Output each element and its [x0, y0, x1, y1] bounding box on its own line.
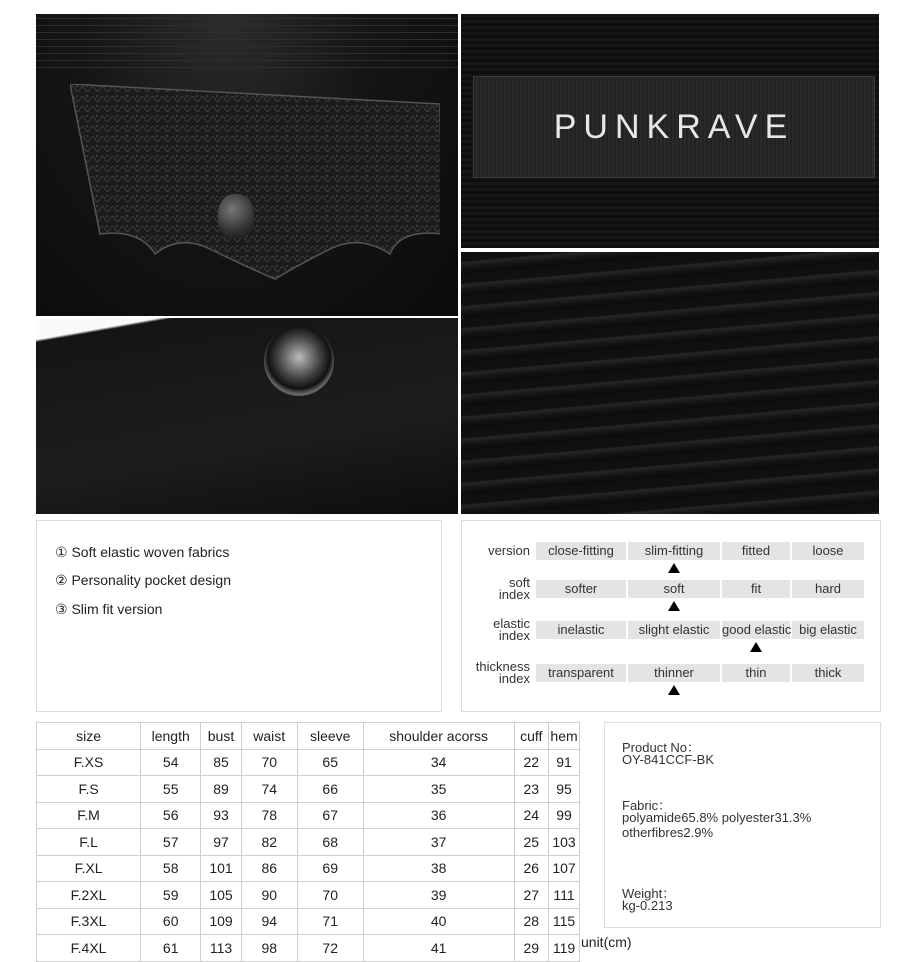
fit-option: thick	[792, 664, 864, 682]
fabric-fold-line	[36, 46, 458, 47]
fit-row-label: thickness index	[475, 659, 530, 686]
measurement-cell: 90	[241, 882, 297, 909]
fit-option: fit	[722, 580, 790, 598]
fit-option: loose	[792, 542, 864, 560]
measurement-cell: 68	[297, 829, 363, 856]
measurement-cell: 113	[201, 935, 241, 962]
feature-item: ③ Slim fit version	[55, 601, 163, 617]
column-header: size	[37, 723, 141, 750]
table-row	[37, 908, 580, 935]
measurement-cell: 69	[297, 855, 363, 882]
column-header: hem	[549, 723, 580, 750]
size-cell: F.XS	[37, 749, 141, 776]
measurement-cell: 115	[549, 908, 580, 935]
measurement-cell: 40	[363, 908, 514, 935]
measurement-cell: 82	[241, 829, 297, 856]
fabric-fold-line	[36, 32, 458, 33]
measurement-cell: 111	[549, 882, 580, 909]
feature-item: ① Soft elastic woven fabrics	[55, 544, 230, 560]
fit-option: slight elastic	[628, 621, 720, 639]
cuff-button-icon	[264, 326, 334, 396]
pocket-detail-photo	[36, 14, 458, 316]
measurement-cell: 23	[514, 776, 549, 803]
measurement-cell: 119	[549, 935, 580, 962]
column-header: shoulder acorss	[363, 723, 514, 750]
fit-option: good elastic	[722, 622, 792, 637]
measurement-cell: 41	[363, 935, 514, 962]
measurement-cell: 72	[297, 935, 363, 962]
measurement-cell: 86	[241, 855, 297, 882]
fit-option: softer	[536, 580, 626, 598]
measurement-cell: 95	[549, 776, 580, 803]
measurement-cell: 59	[141, 882, 201, 909]
weight-value: kg-0.213	[622, 898, 673, 913]
cuff-detail-photo	[36, 318, 458, 514]
fit-row-label: version	[488, 543, 530, 558]
measurement-cell: 91	[549, 749, 580, 776]
size-table-header	[37, 723, 580, 750]
measurement-cell: 70	[241, 749, 297, 776]
size-cell: F.M	[37, 802, 141, 829]
measurement-cell: 74	[241, 776, 297, 803]
column-header: bust	[201, 723, 241, 750]
fabric-label: Fabric：	[622, 798, 672, 813]
measurement-cell: 107	[549, 855, 580, 882]
column-header: waist	[241, 723, 297, 750]
table-row	[37, 776, 580, 803]
measurement-cell: 101	[201, 855, 241, 882]
size-cell: F.XL	[37, 855, 141, 882]
measurement-cell: 36	[363, 802, 514, 829]
measurement-cell: 58	[141, 855, 201, 882]
feature-item: ② Personality pocket design	[55, 572, 231, 588]
brand-label-photo	[461, 14, 879, 248]
fit-option: soft	[628, 580, 720, 598]
fabric-composition: polyamide65.8% polyester31.3%	[622, 810, 812, 825]
measurement-cell: 56	[141, 802, 201, 829]
measurement-cell: 97	[201, 829, 241, 856]
fit-option: big elastic	[792, 621, 864, 639]
column-header: sleeve	[297, 723, 363, 750]
selection-marker-icon	[668, 601, 680, 611]
measurement-cell: 27	[514, 882, 549, 909]
size-cell: F.3XL	[37, 908, 141, 935]
measurement-cell: 103	[549, 829, 580, 856]
measurement-cell: 39	[363, 882, 514, 909]
size-cell: F.L	[37, 829, 141, 856]
bat-pocket-flap-graphic	[70, 84, 440, 284]
measurement-cell: 78	[241, 802, 297, 829]
fit-option: thin	[722, 664, 790, 682]
measurement-cell: 35	[363, 776, 514, 803]
measurement-cell: 29	[514, 935, 549, 962]
measurement-cell: 60	[141, 908, 201, 935]
product-number: OY-841CCF-BK	[622, 752, 714, 767]
measurement-cell: 66	[297, 776, 363, 803]
selection-marker-icon	[668, 685, 680, 695]
measurement-cell: 71	[297, 908, 363, 935]
measurement-cell: 109	[201, 908, 241, 935]
fit-option: hard	[792, 580, 864, 598]
measurement-cell: 25	[514, 829, 549, 856]
skull-button-icon	[218, 194, 254, 238]
size-cell: F.4XL	[37, 935, 141, 962]
table-row	[37, 882, 580, 909]
fit-option: slim-fitting	[628, 542, 720, 560]
fabric-fold-line	[36, 25, 458, 26]
measurement-cell: 24	[514, 802, 549, 829]
unit-label: unit(cm)	[581, 934, 632, 950]
table-row	[37, 829, 580, 856]
product-info-box	[604, 722, 881, 928]
selection-marker-icon	[668, 563, 680, 573]
measurement-cell: 67	[297, 802, 363, 829]
fit-option: transparent	[536, 664, 626, 682]
measurement-cell: 70	[297, 882, 363, 909]
fit-option: inelastic	[536, 621, 626, 639]
measurement-cell: 34	[363, 749, 514, 776]
column-header: length	[141, 723, 201, 750]
measurement-cell: 55	[141, 776, 201, 803]
measurement-cell: 57	[141, 829, 201, 856]
brand-label-text: PUNKRAVE	[553, 107, 795, 146]
fit-guide-box	[461, 520, 881, 712]
measurement-cell: 65	[297, 749, 363, 776]
measurement-cell: 93	[201, 802, 241, 829]
selection-marker-icon	[750, 642, 762, 652]
fabric-fold-line	[36, 67, 458, 68]
measurement-cell: 26	[514, 855, 549, 882]
fit-option: fitted	[722, 542, 790, 560]
fabric-fold-line	[36, 18, 458, 19]
measurement-cell: 61	[141, 935, 201, 962]
measurement-cell: 94	[241, 908, 297, 935]
table-row	[37, 802, 580, 829]
size-cell: F.S	[37, 776, 141, 803]
measurement-cell: 85	[201, 749, 241, 776]
ruched-fabric-photo	[461, 252, 879, 514]
measurement-cell: 99	[549, 802, 580, 829]
measurement-cell: 22	[514, 749, 549, 776]
fabric-composition-other: otherfibres2.9%	[622, 825, 714, 840]
product-number-label: Product No：	[622, 740, 701, 755]
measurement-cell: 54	[141, 749, 201, 776]
measurement-cell: 89	[201, 776, 241, 803]
column-header: cuff	[514, 723, 549, 750]
size-table	[36, 722, 580, 962]
measurement-cell: 105	[201, 882, 241, 909]
features-box	[36, 520, 442, 712]
fabric-fold-line	[36, 53, 458, 54]
weight-label: Weight：	[622, 886, 676, 901]
measurement-cell: 37	[363, 829, 514, 856]
fit-option: close-fitting	[536, 542, 626, 560]
fabric-fold-line	[36, 39, 458, 40]
table-row	[37, 935, 580, 962]
table-row	[37, 749, 580, 776]
fit-row-label: soft index	[498, 575, 530, 602]
measurement-cell: 98	[241, 935, 297, 962]
brand-label-tag	[473, 76, 875, 178]
fabric-fold-line	[36, 60, 458, 61]
measurement-cell: 38	[363, 855, 514, 882]
fit-row-label: elastic index	[493, 616, 530, 643]
fit-option: thinner	[628, 664, 720, 682]
measurement-cell: 28	[514, 908, 549, 935]
table-row	[37, 855, 580, 882]
size-cell: F.2XL	[37, 882, 141, 909]
